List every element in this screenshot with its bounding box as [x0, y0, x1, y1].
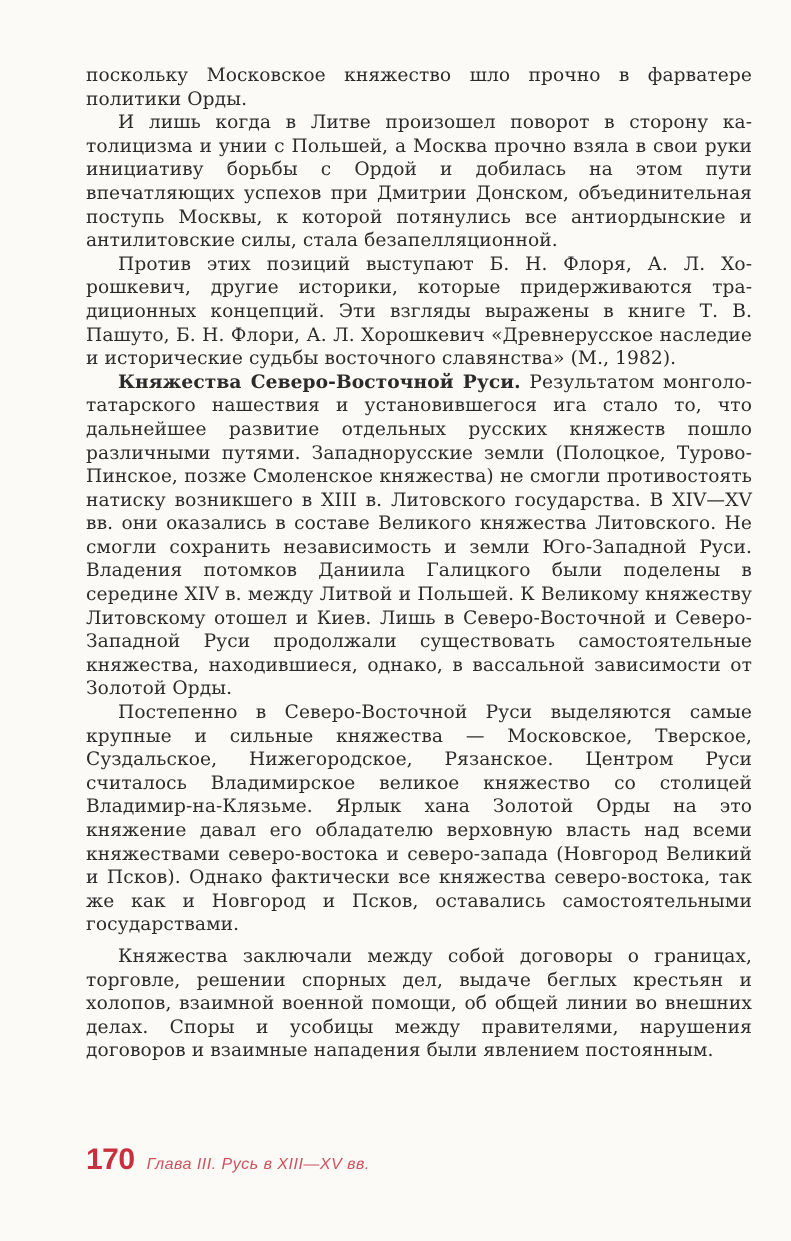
paragraph: И лишь когда в Литве произошел поворот в сторону католицизма и унии с Польшей, а Москва прочно взяла в свои руки инициативу борьбы с Ордой и добилась на этом пути впечатляющих успехов при Дмитрии Донском, объединительная поступь Москвы, к которой потянулись все антиордынские и антилитовские силы, стала безапелляционной. — [86, 112, 752, 252]
section-paragraph — [86, 371, 752, 701]
paragraph: Против этих позиций выступают Б. Н. Флоря, А. Л. Хорошкевич, другие историки, которые придерживаются традиционных концепций. Эти взгляды выражены в книге Т. В. Пашуто, Б. Н. Флори, А. Л. Хорошкевич «Древнерусское наследие и исторические судьбы восточного славянства» (М., 1982). — [86, 253, 752, 370]
page-body — [86, 64, 752, 1063]
paragraph-text: Результатом монголо-татарского нашествия и установившегося ига стало то, что дальнейшее развитие отдельных русских княжеств пошло различными путями. Западнорусские земли (Полоцкое, Турово-Пинское, позже Смоленское княжества) не смогли противостоять натиску возникшего в XIII в. Литовского государства. В XIV—XV вв. они оказались в составе Великого княжества Литовского. Не смогли сохранить независимость и земли Юго-Западной Руси. Владения потомков Даниила Галицкого были поделены в середине XIV в. между Литвой и Польшей. К Великому княжеству Литовскому отошел и Киев. Лишь в Северо-Восточной и Северо-Западной Руси продолжали существовать самостоятельные княжества, находившиеся, однако, в вассальной зависимости от Золотой Орды. — [86, 371, 752, 700]
section-heading: Княжества Северо-Восточной Руси. — [118, 371, 521, 393]
paragraph: Постепенно в Северо-Восточной Руси выделяются самые крупные и сильные княжества — Московское, Тверское, Суздальское, Нижегородское, Рязанское. Центром Руси считалось Владимирское великое княжество со столицей Владимир-на-Клязьме. Ярлык хана Золотой Орды на это княжение давал его обладателю верховную власть над всеми княжествами северо-востока и северо-запада (Новгород Великий и Псков). Однако фактически все княжества северо-востока, так же как и Новгород и Псков, оставались самостоятельными государствами. — [86, 702, 752, 936]
paragraph-continued: поскольку Московское княжество шло прочно в фарватере политики Орды. — [86, 65, 752, 110]
paragraph: Княжества заключали между собой договоры о границах, торговле, решении спорных дел, выдаче беглых крестьян и холопов, взаимной военной помощи, об общей линии во внешних делах. Споры и усобицы между правителями, нарушения договоров и взаимные нападения были явлением постоянным. — [86, 945, 752, 1062]
page-number: 170 — [86, 1143, 135, 1176]
chapter-label: Глава III. Русь в XIII—XV вв. — [146, 1156, 370, 1173]
page-footer — [86, 1143, 370, 1177]
